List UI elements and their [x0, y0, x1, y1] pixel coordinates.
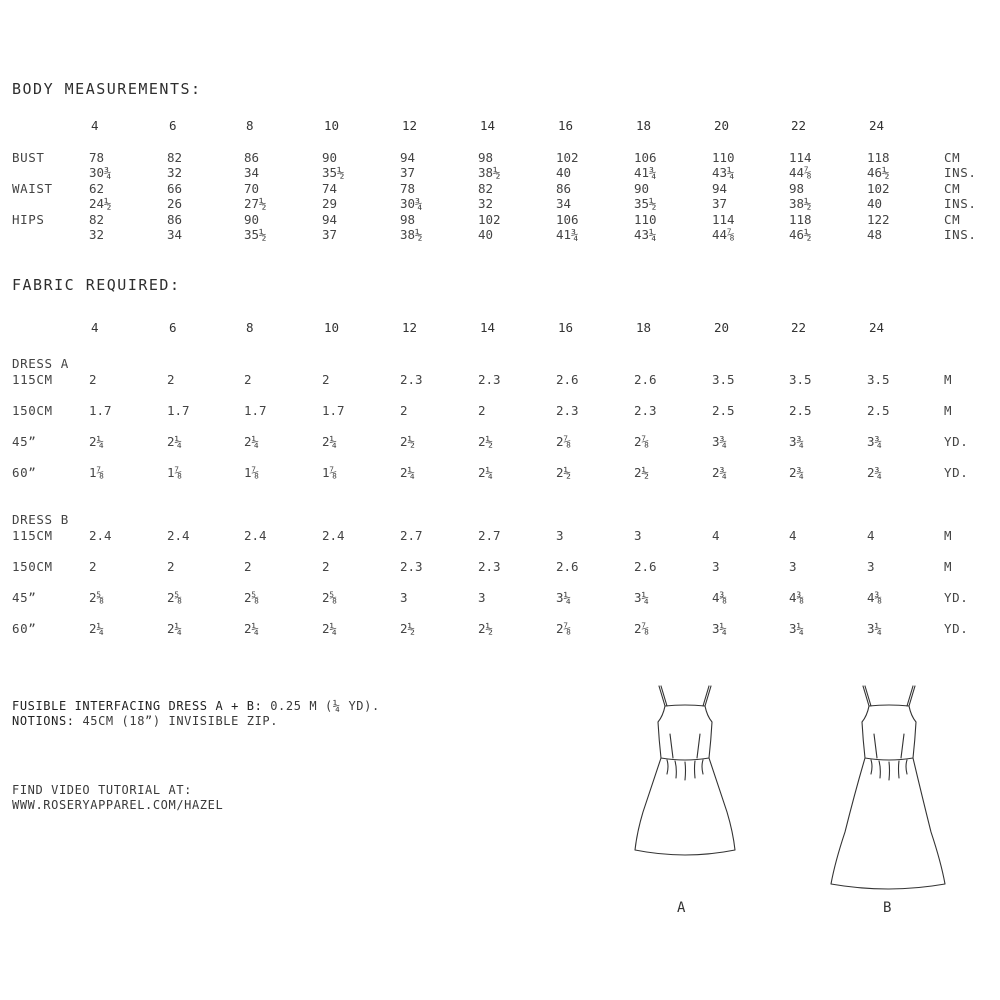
fabric-amount: 2½ — [634, 465, 650, 480]
measurement-value: 30¾ — [400, 196, 423, 211]
fabric-amount: 2.5 — [789, 403, 812, 418]
measurement-value: 90 — [322, 150, 338, 165]
fabric-amount: 2.5 — [867, 403, 890, 418]
measurement-value: 35½ — [322, 165, 345, 180]
size-header: 8 — [246, 118, 254, 133]
fabric-unit: M — [944, 372, 953, 387]
fabric-amount: 2 — [89, 559, 97, 574]
measurement-value: 43¼ — [712, 165, 735, 180]
fabric-amount: 2.7 — [400, 528, 423, 543]
measurement-value: 29 — [322, 196, 338, 211]
measurement-value: 38½ — [400, 227, 423, 242]
fabric-amount: 2 — [89, 372, 97, 387]
fabric-amount: 2 — [244, 372, 252, 387]
dress-name: DRESS B — [12, 512, 69, 527]
size-header: 4 — [91, 118, 99, 133]
fabric-amount: 2.7 — [478, 528, 501, 543]
measurement-value: 82 — [167, 150, 183, 165]
fabric-amount: 2⅝ — [89, 590, 105, 605]
measurement-value: 44⅞ — [789, 165, 812, 180]
fabric-amount: 2 — [167, 372, 175, 387]
fabric-amount: 2½ — [478, 434, 494, 449]
fabric-amount: 3.5 — [789, 372, 812, 387]
fabric-amount: 3¼ — [789, 621, 805, 636]
measurement-value: 37 — [712, 196, 728, 211]
measurement-value: 70 — [244, 181, 260, 196]
fabric-amount: 3 — [712, 559, 720, 574]
fabric-amount: 4⅜ — [789, 590, 805, 605]
size-header: 14 — [480, 320, 496, 335]
fabric-amount: 3¾ — [712, 434, 728, 449]
measurement-value: 106 — [556, 212, 579, 227]
fabric-amount: 2½ — [478, 621, 494, 636]
measurement-unit: CM — [944, 150, 961, 165]
fabric-amount: 2¼ — [400, 465, 416, 480]
measurement-value: 90 — [244, 212, 260, 227]
fabric-amount: 2½ — [556, 465, 572, 480]
fabric-amount: 2.3 — [400, 559, 423, 574]
fabric-width-label: 60” — [12, 621, 37, 636]
fabric-amount: 3.5 — [867, 372, 890, 387]
fabric-width-label: 45” — [12, 590, 37, 605]
measurement-value: 37 — [400, 165, 416, 180]
measurement-value: 40 — [867, 196, 883, 211]
dress-name: DRESS A — [12, 356, 69, 371]
measurement-unit: INS. — [944, 227, 977, 242]
fabric-width-label: 60” — [12, 465, 37, 480]
measurement-value: 94 — [322, 212, 338, 227]
notions-note — [12, 714, 278, 729]
fabric-amount: 2⅞ — [634, 621, 650, 636]
fabric-amount: 2 — [478, 403, 486, 418]
fabric-amount: 4 — [867, 528, 875, 543]
fabric-amount: 3¼ — [712, 621, 728, 636]
measurement-value: 110 — [634, 212, 657, 227]
fabric-width-label: 115CM — [12, 528, 53, 543]
fabric-unit: M — [944, 528, 953, 543]
fabric-required-heading: FABRIC REQUIRED: — [12, 276, 181, 294]
measurement-value: 46½ — [867, 165, 890, 180]
fabric-unit: YD. — [944, 434, 969, 449]
dress-b-label: B — [883, 900, 892, 916]
fabric-amount: 2.4 — [167, 528, 190, 543]
size-header: 18 — [636, 118, 652, 133]
measurement-value: 102 — [556, 150, 579, 165]
measurement-value: 114 — [789, 150, 812, 165]
measurement-value: 41¾ — [556, 227, 579, 242]
fabric-amount: 2.3 — [478, 559, 501, 574]
measurement-unit: CM — [944, 212, 961, 227]
video-tutorial-link[interactable]: WWW.ROSERYAPPAREL.COM/HAZEL — [12, 798, 224, 812]
size-header: 10 — [324, 118, 340, 133]
fabric-width-label: 150CM — [12, 559, 53, 574]
measurement-value: 102 — [867, 181, 890, 196]
measurement-value: 78 — [400, 181, 416, 196]
measurement-unit: INS. — [944, 165, 977, 180]
notions-label: NOTIONS: — [12, 714, 75, 728]
fabric-amount: 1.7 — [167, 403, 190, 418]
fabric-amount: 2⅞ — [556, 621, 572, 636]
fabric-unit: YD. — [944, 621, 969, 636]
measurement-label: HIPS — [12, 212, 45, 227]
fabric-amount: 2.3 — [634, 403, 657, 418]
size-header: 12 — [402, 320, 418, 335]
fabric-amount: 1⅞ — [322, 465, 338, 480]
size-header: 16 — [558, 320, 574, 335]
measurement-value: 86 — [556, 181, 572, 196]
measurement-value: 82 — [478, 181, 494, 196]
size-header: 16 — [558, 118, 574, 133]
fabric-amount: 4⅜ — [712, 590, 728, 605]
fabric-amount: 2¼ — [244, 434, 260, 449]
measurement-value: 34 — [556, 196, 572, 211]
interfacing-label: FUSIBLE INTERFACING DRESS A + B: — [12, 699, 263, 713]
measurement-value: 26 — [167, 196, 183, 211]
fabric-amount: 2.6 — [556, 559, 579, 574]
measurement-label: BUST — [12, 150, 45, 165]
fabric-unit: YD. — [944, 590, 969, 605]
interfacing-note — [12, 699, 380, 714]
measurement-value: 78 — [89, 150, 105, 165]
fabric-amount: 2 — [400, 403, 408, 418]
measurement-value: 118 — [789, 212, 812, 227]
fabric-amount: 2¼ — [167, 434, 183, 449]
fabric-unit: M — [944, 559, 953, 574]
fabric-amount: 3 — [634, 528, 642, 543]
size-header: 20 — [714, 118, 730, 133]
fabric-amount: 1.7 — [322, 403, 345, 418]
measurement-value: 43¼ — [634, 227, 657, 242]
measurement-value: 32 — [89, 227, 105, 242]
fabric-amount: 2 — [244, 559, 252, 574]
measurement-value: 24½ — [89, 196, 112, 211]
measurement-value: 37 — [322, 227, 338, 242]
fabric-amount: 3 — [556, 528, 564, 543]
body-measurements-heading: BODY MEASUREMENTS: — [12, 80, 202, 98]
fabric-amount: 2⅞ — [634, 434, 650, 449]
fabric-amount: 3¼ — [867, 621, 883, 636]
measurement-value: 98 — [478, 150, 494, 165]
measurement-value: 32 — [167, 165, 183, 180]
fabric-width-label: 150CM — [12, 403, 53, 418]
fabric-amount: 3 — [400, 590, 408, 605]
dress-a-sketch — [625, 682, 745, 862]
fabric-amount: 3¼ — [634, 590, 650, 605]
fabric-amount: 2¼ — [478, 465, 494, 480]
fabric-amount: 2.3 — [556, 403, 579, 418]
size-header: 6 — [169, 320, 177, 335]
fabric-amount: 2¾ — [867, 465, 883, 480]
fabric-amount: 2⅝ — [167, 590, 183, 605]
measurement-unit: CM — [944, 181, 961, 196]
measurement-value: 102 — [478, 212, 501, 227]
fabric-amount: 1.7 — [244, 403, 267, 418]
measurement-value: 82 — [89, 212, 105, 227]
measurement-value: 44⅞ — [712, 227, 735, 242]
measurement-value: 35½ — [634, 196, 657, 211]
fabric-width-label: 45” — [12, 434, 37, 449]
measurement-value: 94 — [400, 150, 416, 165]
measurement-value: 41¾ — [634, 165, 657, 180]
fabric-amount: 2½ — [400, 434, 416, 449]
size-header: 24 — [869, 118, 885, 133]
size-header: 14 — [480, 118, 496, 133]
notions-value: 45CM (18”) INVISIBLE ZIP. — [82, 714, 279, 728]
measurement-value: 27½ — [244, 196, 267, 211]
fabric-amount: 2.5 — [712, 403, 735, 418]
dress-a-label: A — [677, 900, 686, 916]
measurement-value: 98 — [789, 181, 805, 196]
size-header: 22 — [791, 118, 807, 133]
measurement-value: 40 — [478, 227, 494, 242]
measurement-value: 32 — [478, 196, 494, 211]
measurement-value: 118 — [867, 150, 890, 165]
fabric-amount: 2.6 — [634, 372, 657, 387]
measurement-label: WAIST — [12, 181, 53, 196]
measurement-value: 34 — [244, 165, 260, 180]
measurement-value: 38½ — [478, 165, 501, 180]
fabric-amount: 2¼ — [322, 434, 338, 449]
fabric-amount: 2.6 — [634, 559, 657, 574]
size-header: 6 — [169, 118, 177, 133]
fabric-amount: 2.4 — [322, 528, 345, 543]
fabric-amount: 3 — [867, 559, 875, 574]
measurement-value: 62 — [89, 181, 105, 196]
fabric-amount: 1⅞ — [244, 465, 260, 480]
fabric-amount: 2.4 — [244, 528, 267, 543]
fabric-amount: 4⅜ — [867, 590, 883, 605]
fabric-amount: 2¼ — [322, 621, 338, 636]
size-header: 24 — [869, 320, 885, 335]
measurement-value: 98 — [400, 212, 416, 227]
measurement-value: 110 — [712, 150, 735, 165]
fabric-amount: 2⅝ — [244, 590, 260, 605]
fabric-amount: 2 — [167, 559, 175, 574]
fabric-amount: 2¼ — [89, 621, 105, 636]
fabric-width-label: 115CM — [12, 372, 53, 387]
fabric-amount: 2⅝ — [322, 590, 338, 605]
size-header: 22 — [791, 320, 807, 335]
measurement-value: 66 — [167, 181, 183, 196]
fabric-amount: 2 — [322, 372, 330, 387]
measurement-value: 86 — [244, 150, 260, 165]
measurement-value: 114 — [712, 212, 735, 227]
measurement-value: 86 — [167, 212, 183, 227]
fabric-amount: 1.7 — [89, 403, 112, 418]
measurement-value: 34 — [167, 227, 183, 242]
fabric-amount: 2¼ — [167, 621, 183, 636]
measurement-value: 94 — [712, 181, 728, 196]
measurement-value: 40 — [556, 165, 572, 180]
measurement-value: 30¾ — [89, 165, 112, 180]
measurement-unit: INS. — [944, 196, 977, 211]
measurement-value: 74 — [322, 181, 338, 196]
fabric-amount: 3 — [789, 559, 797, 574]
fabric-amount: 2.3 — [400, 372, 423, 387]
fabric-amount: 1⅞ — [89, 465, 105, 480]
fabric-amount: 1⅞ — [167, 465, 183, 480]
measurement-value: 48 — [867, 227, 883, 242]
fabric-amount: 2 — [322, 559, 330, 574]
fabric-amount: 2⅞ — [556, 434, 572, 449]
dress-b-sketch — [823, 682, 953, 892]
fabric-amount: 2¾ — [712, 465, 728, 480]
fabric-amount: 3¾ — [789, 434, 805, 449]
fabric-amount: 2¾ — [789, 465, 805, 480]
fabric-amount: 4 — [712, 528, 720, 543]
video-tutorial-label: FIND VIDEO TUTORIAL AT: — [12, 783, 192, 797]
size-header: 20 — [714, 320, 730, 335]
fabric-amount: 2.6 — [556, 372, 579, 387]
fabric-amount: 2¼ — [244, 621, 260, 636]
fabric-unit: YD. — [944, 465, 969, 480]
fabric-amount: 3.5 — [712, 372, 735, 387]
measurement-value: 90 — [634, 181, 650, 196]
interfacing-value: 0.25 M (¼ YD). — [270, 699, 380, 713]
measurement-value: 38½ — [789, 196, 812, 211]
size-header: 10 — [324, 320, 340, 335]
measurement-value: 46½ — [789, 227, 812, 242]
measurement-value: 35½ — [244, 227, 267, 242]
measurement-value: 122 — [867, 212, 890, 227]
size-header: 4 — [91, 320, 99, 335]
fabric-amount: 3¾ — [867, 434, 883, 449]
fabric-amount: 3 — [478, 590, 486, 605]
fabric-amount: 3¼ — [556, 590, 572, 605]
fabric-amount: 2¼ — [89, 434, 105, 449]
size-header: 12 — [402, 118, 418, 133]
fabric-unit: M — [944, 403, 953, 418]
size-header: 18 — [636, 320, 652, 335]
fabric-amount: 2.4 — [89, 528, 112, 543]
measurement-value: 106 — [634, 150, 657, 165]
fabric-amount: 2.3 — [478, 372, 501, 387]
size-header: 8 — [246, 320, 254, 335]
fabric-amount: 2½ — [400, 621, 416, 636]
fabric-amount: 4 — [789, 528, 797, 543]
